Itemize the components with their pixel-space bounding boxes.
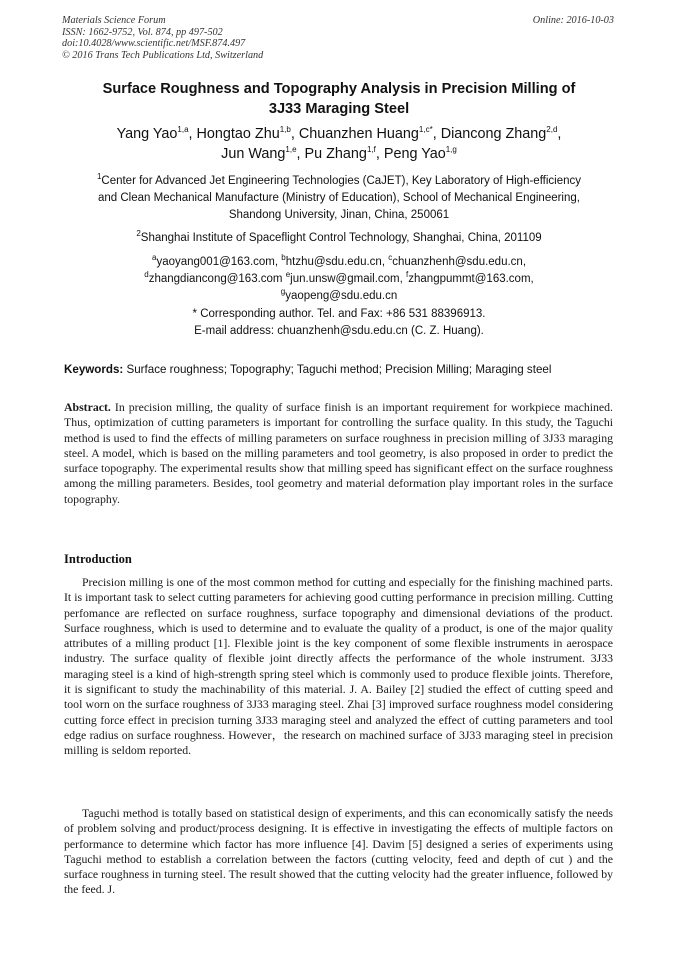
corresponding-line: * Corresponding author. Tel. and Fax: +86 531 88396913. [192,308,486,320]
corresponding-author [0,306,678,340]
author-affil-sup: 1,g [445,145,457,155]
journal-header [62,15,263,61]
email-link[interactable]: zhangpummt@163.com [408,272,531,285]
author-affil-sup: 1,b [279,125,291,135]
online-date: Online: 2016-10-03 [532,15,614,26]
author-affil-sup: 1,f [366,145,376,155]
author-name: Diancong Zhang [440,126,547,142]
author-separator: , [557,126,562,142]
paper-title [0,80,678,119]
journal-doi: doi:10.4028/www.scientific.net/MSF.874.497 [62,38,246,50]
affiliation-line: Shandong University, Jinan, China, 250061 [228,208,450,221]
author-separator: , [188,126,197,142]
title-line-2: 3J33 Maraging Steel [268,100,410,117]
keywords-label: Keywords: [64,363,124,376]
author-affil-sup: 1,c* [418,125,433,135]
author-emails: $^a$yaoyang001@163.com, $^b$htzhu@sdu.edu.cn, $^c$chuanzhenh@sdu.edu.cn, $^d$zhangdiancong@163.com $^e$jun.unsw@gmail.com, $^f$zhangpummt@163.com, $^g$yaopeng@sdu.edu.cn [144,253,534,302]
email-link[interactable]: htzhu@sdu.edu.cn [285,256,382,268]
email-link[interactable]: yaopeng@sdu.edu.cn [285,289,398,302]
author-name: Jun Wang [221,146,286,162]
email-link[interactable]: jun.unsw@gmail.com [290,272,400,285]
email-link[interactable]: chuanzhenh@sdu.edu.cn [392,256,523,268]
affiliation-2 [0,230,678,247]
keywords [64,362,624,377]
affiliation-line: and Clean Mechanical Manufacture (Ministry of Education), School of Mechanical Engineering, [98,191,580,204]
journal-copyright: © 2016 Trans Tech Publications Ltd, Switzerland [62,49,264,61]
affiliation-line: Center for Advanced Jet Engineering Technologies (CaJET), Key Laboratory of High-efficiency [101,175,582,187]
affiliation-line: Shanghai Institute of Spaceflight Control Technology, Shanghai, China, 201109 [140,232,542,244]
author-name: Peng Yao [383,146,446,162]
abstract [64,400,613,507]
author-list [0,124,678,164]
journal-name: Materials Science Forum [62,15,166,26]
paragraph: Taguchi method is totally based on statistical design of experiments, and this can economically satisfy the needs of problem solving and product/process designing. It is effective in investigating the effects of multiple factors on performance to determine which factor has more influence [4]. Davim [5] designed a series of experiments using Taguchi method to establish a correlation between the factors (cutting velocity, feed and depth of cut ) and the surface roughness in turning steel. The result showed that the cutting velocity had the greater influence, followed by the feed. J. [64,806,613,897]
affiliation-1 [0,173,678,223]
author-line-2 [0,144,678,164]
abstract-text: In precision milling, the quality of surface finish is an important requirement for workpiece machined. Thus, optimization of cutting parameters is important for controlling the surface quality. In this study, the Taguchi method is used to find the effects of milling parameters on surface roughness in precision milling of 3J33 maraging steel. A model, which is based on the milling parameters and tool geometry, is also proposed in order to predict the surface topography. The experimental results show that milling speed has significant effect on the surface roughness among the milling parameters. Besides, tool geometry and material deformation play important roles in the surface topography. [64,400,613,506]
affiliation-sup: 2 [136,229,141,239]
author-affil-sup: 2,d [546,125,558,135]
author-name: Hongtao Zhu [196,126,280,142]
corresponding-line: E-mail address: chuanzhenh@sdu.edu.cn (C. Z. Huang). [194,324,484,337]
author-separator: , [290,126,299,142]
author-separator: , [432,126,441,142]
author-affil-sup: 1,e [285,145,297,155]
journal-issn: ISSN: 1662-9752, Vol. 874, pp 497-502 [62,26,223,38]
author-affil-sup: 1,a [177,125,189,135]
author-name: Chuanzhen Huang [298,126,419,142]
email-link[interactable]: zhangdiancong@163.com [148,272,283,285]
abstract-label: Abstract. [64,400,111,414]
email-link[interactable]: yaoyang001@163.com [156,256,275,268]
author-line-1 [0,124,678,144]
paragraph: Precision milling is one of the most common method for cutting and especially for the finishing machined parts. It is important task to select cutting parameters for achieving good cutting performance in precision milling. Cutting perfomance are reflected on surface roughness, surface topography and dimensional deviations of the product. Surface roughness, which is used to determine and to evaluate the quality of a product, is one of the major quality attributes of a milling product [1]. Flexible joint is the key component of some flexible instruments in aerospace industry. The surface quality of flexible joint directly affects the performance of the whole instrument. 3J33 maraging steel is a kind of high-strength spring steel which is commonly used to produce flexible joints. Therefore, it is significant to study the machinability of this material. J. A. Bailey [2] studied the effect of cutting speed and tool worn on the surface roughness of 3J33 maraging steel. Zhai [3] improved surface roughness model considering cutting force effect in precision turning 3J33 maraging steel and analyzed the effect of cutting parameters and tool edge radius on surface roughness. However，the research on machined surface of 3J33 maraging steel in precision milling is seldom reported. [64,575,613,758]
affiliation-sup: 1 [96,172,102,182]
author-name: Yang Yao [116,126,178,142]
keywords-text: Surface roughness; Topography; Taguchi method; Precision Milling; Maraging steel [123,363,552,376]
author-name: Pu Zhang [304,146,367,162]
author-separator: , [375,146,384,162]
section-heading: Introduction [64,552,132,566]
author-separator: , [296,146,305,162]
title-line-1: Surface Roughness and Topography Analysis in Precision Milling of [102,81,576,97]
